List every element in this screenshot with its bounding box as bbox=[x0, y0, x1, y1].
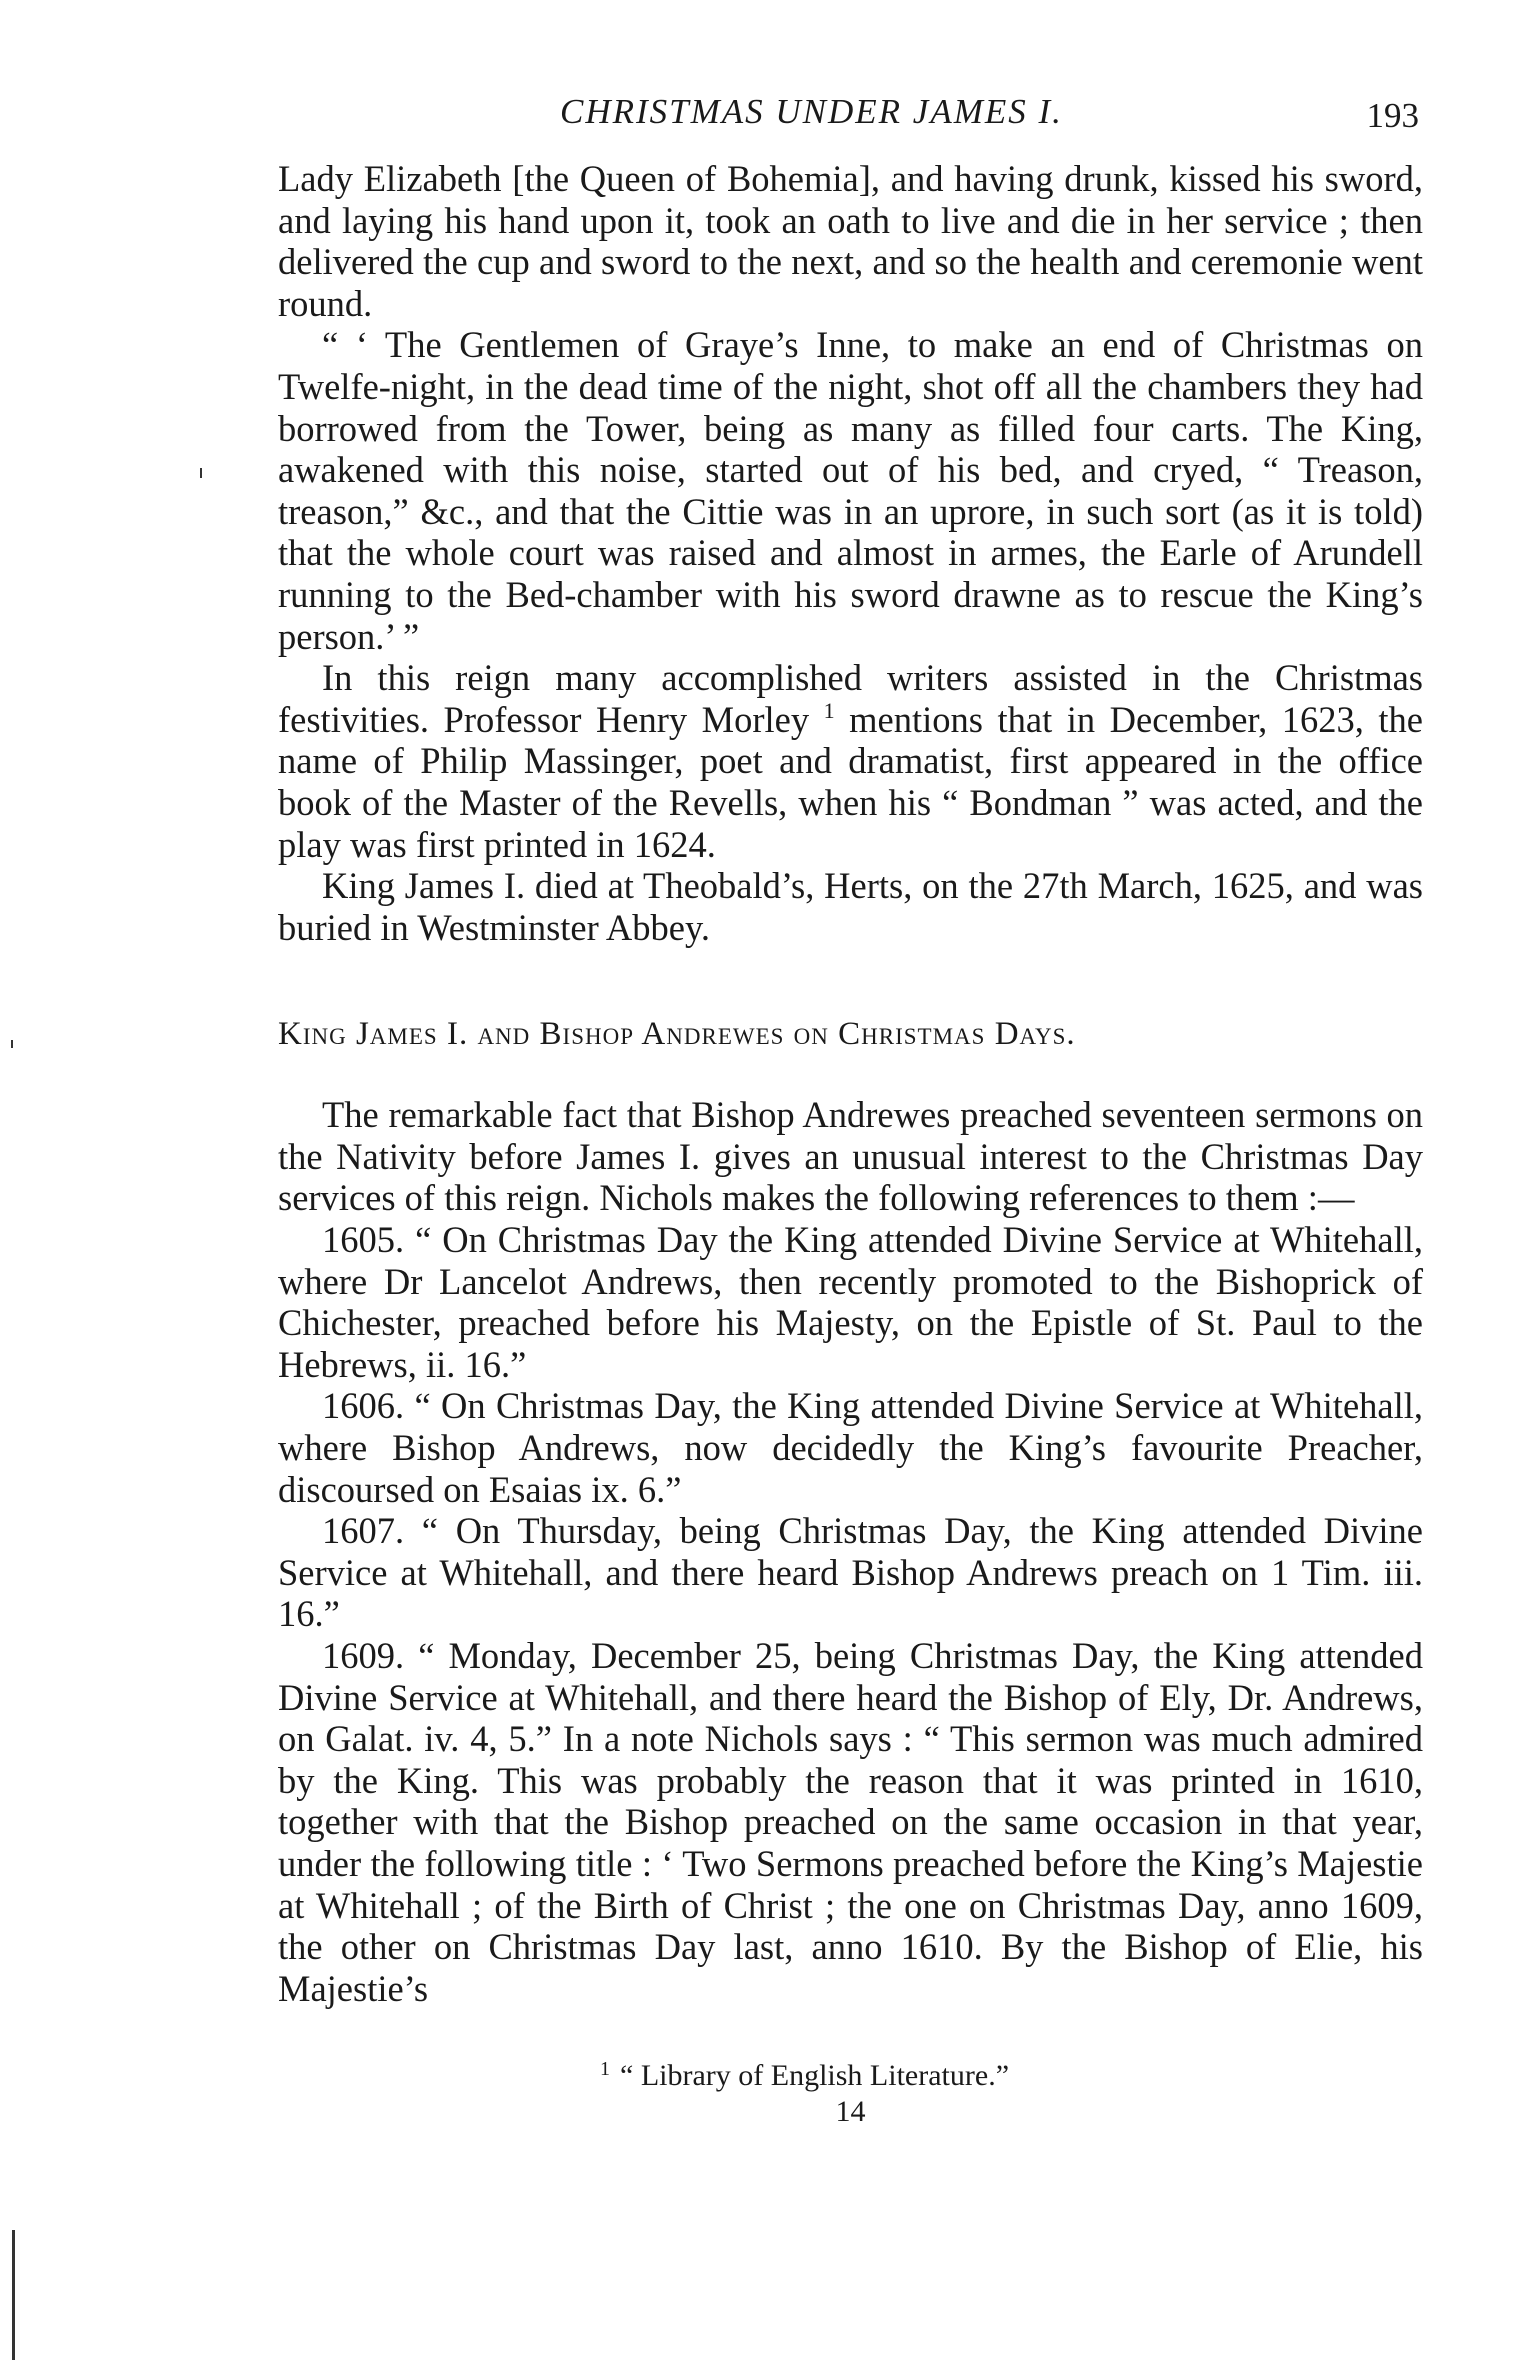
margin-speck bbox=[200, 468, 202, 478]
paragraph: 1609. “ Monday, December 25, being Christmas Day, the King attended Divine Service at Whitehall, and there heard the Bishop of Ely, Dr. Andrews, on Galat. iv. 4, 5.” In a note Nichols says : “ This sermon was much admired by the King. This was probably the reason that it was printed in 1610, together with that the Bishop preached on the same occasion in that year, under the following title : ‘ Two Sermons preached before the King’s Majestie at Whitehall ; of the Birth of Christ ; the one on Christmas Day, anno 1609, the other on Christmas Day last, anno 1610. By the Bishop of Elie, his Majestie’s bbox=[278, 1635, 1423, 2009]
paragraph-morley bbox=[278, 657, 1423, 865]
paragraph: Lady Elizabeth [the Queen of Bohemia], and having drunk, kissed his sword, and laying his hand upon it, took an oath to live and die in her service ; then delivered the cup and sword to the next, and so the health and ceremonie went round. bbox=[278, 158, 1423, 324]
book-page bbox=[278, 88, 1423, 2130]
running-head bbox=[278, 88, 1423, 136]
paragraph: The remarkable fact that Bishop Andrewes preached seventeen sermons on the Nativity before James I. gives an unusual interest to the Christmas Day services of this reign. Nichols makes the following references to them :— bbox=[278, 1094, 1423, 1219]
paragraph: “ ‘ The Gentlemen of Graye’s Inne, to make an end of Christmas on Twelfe-night, in the dead time of the night, shot off all the chambers they had borrowed from the Tower, being as many as filled four carts. The King, awakened with this noise, started out of his bed, and cryed, “ Treason, treason,” &c., and that the Cittie was in an uprore, in such sort (as it is told) that the whole court was raised and almost in armes, the Earle of Arundell running to the Bed-chamber with his sword drawne as to rescue the King’s person.’ ” bbox=[278, 324, 1423, 657]
footnote bbox=[600, 2051, 1423, 2094]
paragraph: 1605. “ On Christmas Day the King attended Divine Service at Whitehall, where Dr Lancelot Andrews, then recently promoted to the Bishoprick of Chichester, preached before his Majesty, on the Epistle of St. Paul to the Hebrews, ii. 16.” bbox=[278, 1219, 1423, 1385]
running-title: CHRISTMAS UNDER JAMES I. bbox=[560, 92, 1063, 131]
section-heading: King James I. and Bishop Andrewes on Christmas Days. bbox=[278, 1016, 1076, 1053]
paragraph: 1606. “ On Christmas Day, the King attended Divine Service at Whitehall, where Bishop Andrews, now decidedly the King’s favourite Preacher, discoursed on Esaias ix. 6.” bbox=[278, 1385, 1423, 1510]
footnote-reference[interactable]: 1 bbox=[823, 697, 835, 723]
footnote-mark: 1 bbox=[600, 2058, 610, 2081]
paragraph: King James I. died at Theobald’s, Herts, on the 27th March, 1625, and was buried in Westminster Abbey. bbox=[278, 865, 1423, 948]
paragraph-text: mentions that in December, 1623, the name of Philip Massinger, poet and dramatist, first appeared in the office book of the Master of the Revells, when his “ Bondman ” was acted, and the play was first printed in 1624. bbox=[278, 698, 1423, 865]
paragraph: 1607. “ On Thursday, being Christmas Day, the King attended Divine Service at Whitehall, and there heard Bishop Andrews preach on 1 Tim. iii. 16.” bbox=[278, 1510, 1423, 1635]
body-text bbox=[278, 158, 1423, 2009]
paragraph-text: In this reign many accomplished writers assisted in the Christmas festivities. Professor Henry Morley bbox=[278, 657, 1423, 740]
margin-speck bbox=[11, 1040, 13, 1048]
binding-edge-mark bbox=[12, 2230, 15, 2360]
page-number: 193 bbox=[1366, 96, 1419, 135]
signature-mark: 14 bbox=[835, 2095, 866, 2129]
footnote-text: “ Library of English Literature.” bbox=[620, 2059, 1010, 2093]
